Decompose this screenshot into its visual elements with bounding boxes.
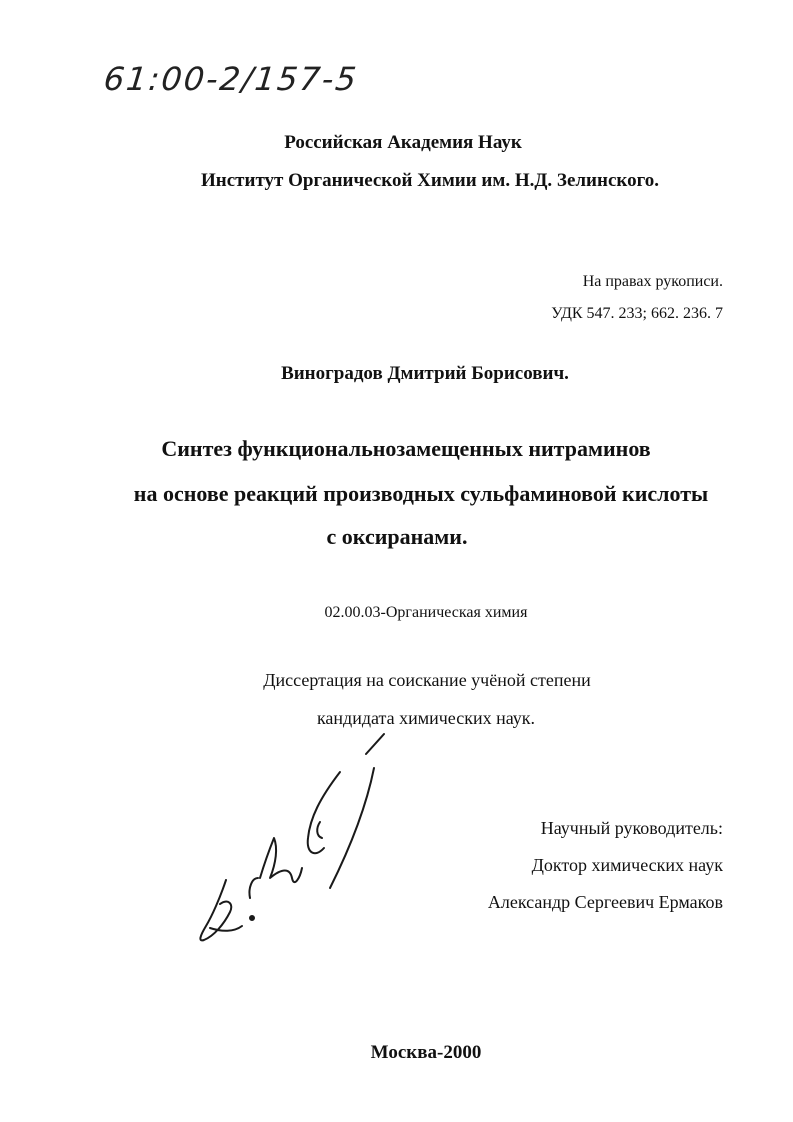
specialty-code: 02.00.03-Органическая химия [324, 604, 528, 621]
manuscript-rights: На правах рукописи. [582, 273, 723, 290]
thesis-title-line-2: на основе реакций производных сульфаминовой кислоты [133, 481, 709, 506]
academy-name: Российская Академия Наук [284, 132, 522, 153]
author-name: Виноградов Дмитрий Борисович. [281, 363, 569, 384]
institute-name: Институт Органической Химии им. Н.Д. Зелинского. [201, 170, 659, 191]
thesis-title-line-3: с оксиранами. [326, 524, 468, 549]
city-year: Москва-2000 [370, 1042, 482, 1063]
supervisor-degree: Доктор химических наук [531, 855, 723, 875]
supervisor-label: Научный руководитель: [540, 818, 723, 838]
dissertation-line-1: Диссертация на соискание учёной степени [263, 670, 591, 690]
supervisor-name: Александр Сергеевич Ермаков [487, 892, 723, 912]
handwritten-signature [190, 728, 400, 958]
udk-code: УДК 547. 233; 662. 236. 7 [551, 305, 723, 322]
thesis-title-line-1: Синтез функциональнозамещенных нитраминов [161, 436, 651, 461]
dissertation-line-2: кандидата химических наук. [316, 708, 536, 728]
archive-number: 61:00-2/157-5 [102, 60, 360, 98]
